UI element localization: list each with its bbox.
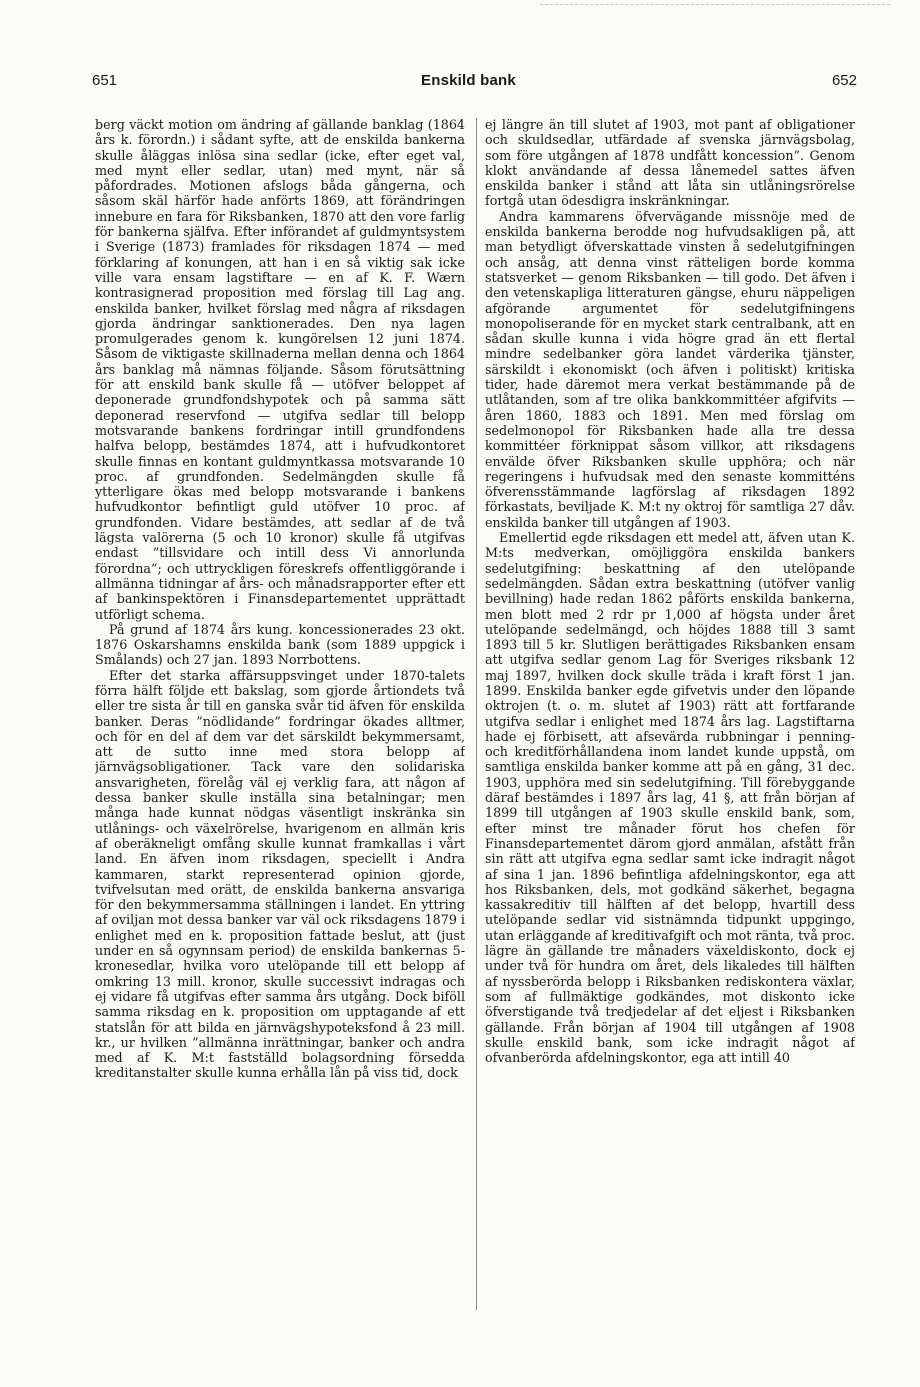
paragraph: Emellertid egde riksdagen ett medel att, äfven utan K. M:ts medverkan, omöjliggöra enskilda bankers sedelutgifning: beskattning af den utelöpande sedelmängden. Sådan extra beskattning (utöfver vanlig bevillning) hade redan 1862 påförts enskilda bankerna, men blott med 2 rdr pr 1,000 af högsta under året utelöpande sedelmängd, och höjdes 1888 till 3 samt 1893 till 5 kr. Slutligen berättigades Riksbanken ensam att utgifva sedlar genom Lag för Sveriges riksbank 12 maj 1897, hvilken dock skulle träda i kraft först 1 jan. 1899. Enskilda banker egde gifvetvis under den löpande oktrojen (t. o. m. slutet af 1903) rätt att fortfarande utgifva sedlar i enlighet med 1874 års lag. Lagstiftarna hade ej förbisett, att afsevärda rubbningar i penning- och kreditförhållandena inom landet kunde uppstå, om samtliga enskilda banker komme att på en gång, 31 dec. 1903, upphöra med sin sedelutgifning. Till förebyggande däraf bestämdes i 1897 års lag, 41 §, att från början af 1899 till utgången af 1903 skulle enskild bank, som, efter minst tre månader förut hos chefen för Finansdepartementet därom gjord anmälan, afstått från sin rätt att utgifva egna sedlar samt icke indragit något af sina 1 jan. 1896 befintliga afdelningskontor, ega att hos Riksbanken, dels, mot godkänd säkerhet, begagna kassakreditiv till hälften af det belopp, hvartill dess utelöpande sedlar vid sistnämnda tidpunkt uppgingo, utan erläggande af kreditivafgift och mot ränta, två proc. lägre än gällande tre månaders växeldiskonto, dock ej under två för hundra om året, dels likaledes till hälften af nyssberörda belopp i Riksbanken rediskontera växlar, som af fullmäktige godkändes, mot diskonto icke öfverstigande två tredjedelar af det eljest i Riksbanken gällande. Från början af 1904 till utgången af 1908 skulle enskild bank, som icke indragit något af ofvanberörda afdelningskontor, ega att intill 40: [485, 530, 855, 1066]
page-header: [80, 72, 857, 98]
paragraph: På grund af 1874 års kung. koncessionerades 23 okt. 1876 Oskarshamns enskilda bank (som 1889 uppgick i Smålands) och 27 jan. 1893 Norrbottens.: [95, 621, 465, 668]
right-column: [485, 117, 855, 1317]
paragraph: Andra kammarens öfvervägande missnöje med de enskilda bankerna berodde nog hufvudsakligen på, att man betydligt öfverskattade vinsten å sedelutgifningen och ansåg, att denna vinst rätteligen borde komma statsverket — genom Riksbanken — till godo. Det äfven i den vetenskapliga litteraturen gängse, ehuru näppeligen afgörande argumentet för sedelutgifningens monopoliserande för en mycket stark centralbank, att en sådan skulle kunna i vida högre grad än ett flertal mindre sedelbanker göra landet värderika tjänster, särskildt i ekonomiskt (och äfven i politiskt) kritiska tider, hade däremot mera verkat bestämmande på de utlåtanden, som af tre olika bankkommittéer afgifvits — åren 1860, 1883 och 1891. Men med förslag om sedelmonopol för Riksbanken hade alla tre dessa kommittéer förknippat såsom villkor, att riksdagens envälde öfver Riksbanken skulle upphöra; och när regeringens i hufvudsak med den senaste kommitténs öfverensstämmande lagförslag af riksdagen 1892 förkastats, beviljade K. M:t ny oktroj för samtliga 27 dåv. enskilda banker till utgången af 1903.: [485, 208, 855, 530]
left-column: [95, 117, 465, 1317]
column-divider: [476, 118, 477, 1310]
running-title: Enskild bank: [421, 72, 516, 89]
scan-edge-mark: [540, 4, 890, 6]
paragraph: Efter det starka affärsuppsvinget under 1870-talets förra hälft följde ett bakslag, som gjorde årtiondets två eller tre sista år till en ganska svår tid äfven för enskilda banker. Deras ”nödlidande” fordringar ökades alltmer, och för en del af dem var det särskildt bekymmersamt, att de sutto inne med stora belopp af järnvägsobligationer. Tack vare den solidariska ansvarigheten, förelåg väl ej verklig fara, att någon af dessa banker skulle inställa sina betalningar; men många hade kunnat nödgas väsentligt inskränka sin utlånings- och växelrörelse, hvarigenom en allmän kris af oberäkneligt omfång skulle kunnat framkallas i vårt land. En äfven inom riksdagen, speciellt i Andra kammaren, starkt representerad opinion gjorde, tvifvelsutan med orätt, de enskilda bankerna ansvariga för den bekymmersamma ställningen i landet. En yttring af oviljan mot dessa banker var väl ock riksdagens 1879 i enlighet med en k. proposition fattade beslut, att (just under en så ogynnsam period) de enskilda bankernas 5-kronesedlar, hvilka voro utelöpande till ett belopp af omkring 13 mill. kronor, skulle successivt indragas och ej vidare få utgifvas efter samma års utgång. Dock biföll samma riksdag en k. proposition om upptagande af ett statslån för att bilda en järnvägshypoteksfond å 23 mill. kr., ur hvilken ”allmänna inrättningar, banker och andra med af K. M:t fastställd bolagsordning försedda kreditanstalter skulle kunna erhålla lån på viss tid, dock: [95, 667, 465, 1081]
paragraph: berg väckt motion om ändring af gällande banklag (1864 års k. förordn.) i sådant syfte, att de enskilda bankerna skulle åläggas inlösa sina sedlar (icke, efter eget val, med mynt eller sedlar, utan) med mynt, när så påfordrades. Motionen afslogs båda gångerna, och såsom skäl härför hade anförts 1869, att förändringen innebure en fara för Riksbanken, 1870 att den vore farlig för bankerna själfva. Efter införandet af guldmyntsystem i Sverige (1873) framlades för riksdagen 1874 — med förklaring af konungen, att han i en så viktig sak icke ville vara ensam lagstiftare — en af K. F. Wærn kontrasignerad proposition med förslag till Lag ang. enskilda banker, hvilket förslag med några af riksdagen gjorda ändringar sanktionerades. Den nya lagen promulgerades genom k. kungörelsen 12 juni 1874. Såsom de viktigaste skillnaderna mellan denna och 1864 års banklag må nämnas följande. Såsom förutsättning för att enskild bank skulle få — utöfver beloppet af deponerade grundfondshypotek och på samma sätt deponerad reservfond — utgifva sedlar till belopp motsvarande bankens fordringar intill grundfondens halfva belopp, bestämdes 1874, att i hufvudkontoret skulle finnas en kontant guldmyntkassa motsvarande 10 proc. af grundfonden. Sedelmängden skulle få ytterligare ökas med belopp motsvarande i bankens hufvudkontor befintligt guld utöfver 10 proc. af grundfonden. Vidare bestämdes, att sedlar af de två lägsta valörerna (5 och 10 kronor) skulle få utgifvas endast ”tillsvidare och intill dess Vi annorlunda förordna”; och uttryckligen föreskrefs offentliggörande i allmänna tidningar af års- och månadsrapporter efter ett af bankinspektören i Finansdepartementet upprättadt utförligt schema.: [95, 117, 465, 622]
page-number-left: 651: [92, 72, 118, 89]
page-number-right: 652: [831, 72, 857, 89]
paragraph: ej längre än till slutet af 1903, mot pant af obligationer och skuldsedlar, utfärdade af svenska järnvägsbolag, som före utgången af 1878 undfått koncession”. Genom klokt användande af dessa lånemedel sattes äfven enskilda banker i stånd att låta sin utlåningsrörelse fortgå utan ödesdigra inskränkningar.: [485, 117, 855, 209]
